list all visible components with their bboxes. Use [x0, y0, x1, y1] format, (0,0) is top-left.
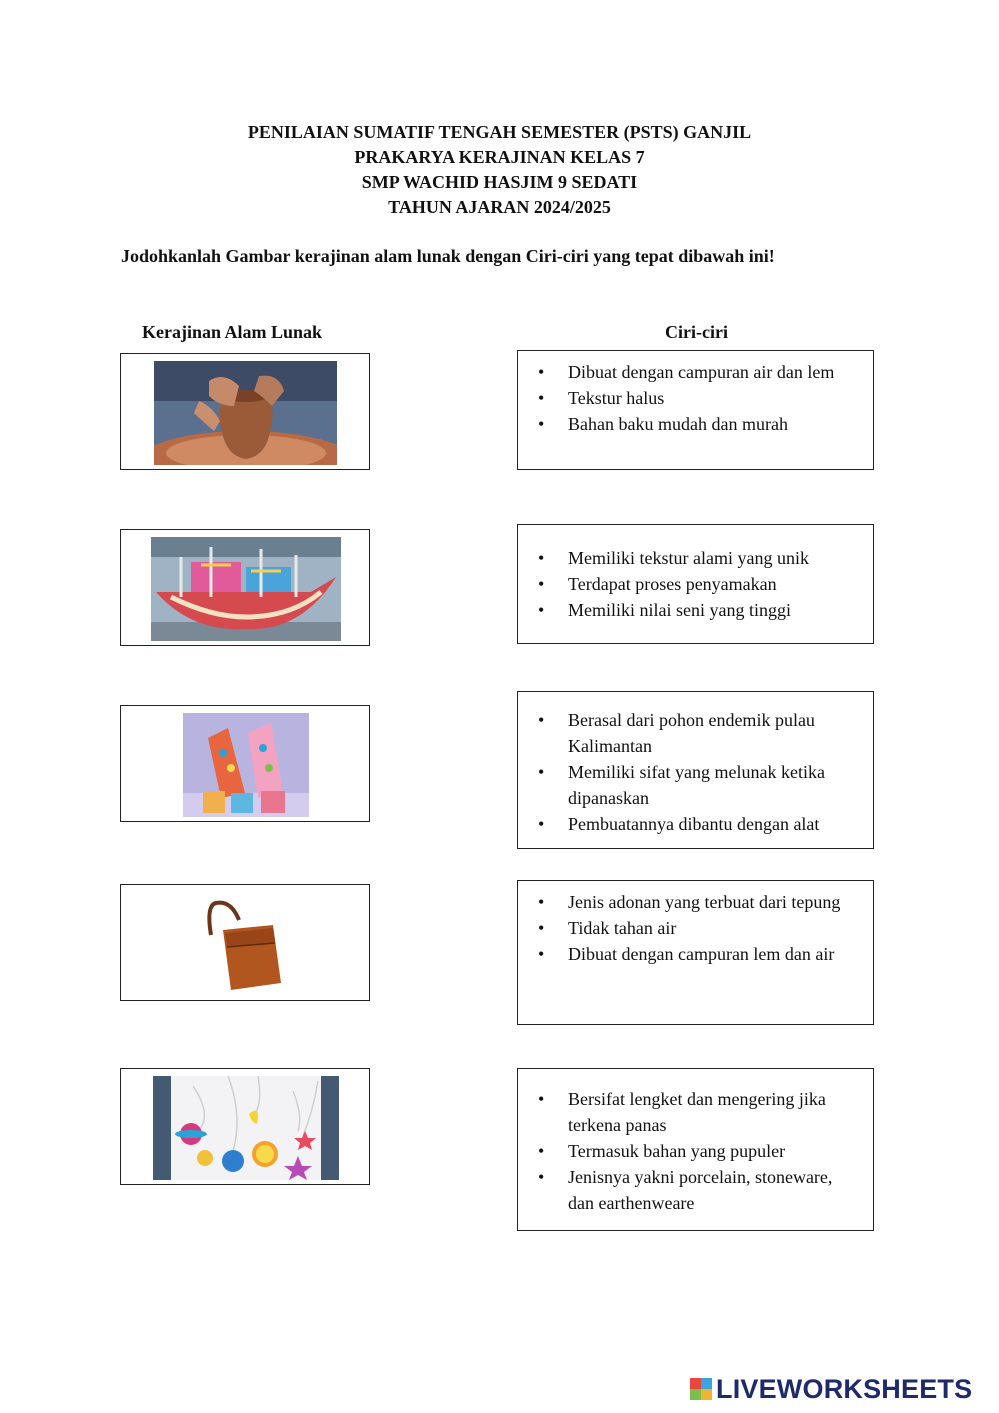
ciri-box-1[interactable]: [517, 350, 874, 470]
image-box-3[interactable]: [120, 705, 370, 822]
image-box-5[interactable]: [120, 1068, 370, 1185]
logo-mark-icon: [690, 1378, 712, 1400]
list-item: • Termasuk bahan yang pupuler: [568, 1138, 857, 1164]
ciri-box-5[interactable]: [517, 1068, 874, 1231]
pottery-icon: [154, 361, 337, 465]
list-item: • Berasal dari pohon endemik pulau Kalimantan: [568, 707, 857, 759]
list-item: • Memiliki sifat yang melunak ketika dipanaskan: [568, 759, 857, 811]
list-item: • Dibuat dengan campuran air dan lem: [568, 359, 857, 385]
boat-craft-icon: [151, 537, 341, 641]
list-item: • Memiliki tekstur alami yang unik: [568, 545, 857, 571]
column-title-right: Ciri-ciri: [665, 322, 728, 342]
list-item: • Terdapat proses penyamakan: [568, 571, 857, 597]
header-line-3: SMP WACHID HASJIM 9 SEDATI: [361, 172, 638, 192]
header: [0, 120, 999, 220]
ciri-box-3[interactable]: [517, 691, 874, 849]
header-line-4: TAHUN AJARAN 2024/2025: [388, 197, 611, 217]
ciri-box-2[interactable]: [517, 524, 874, 644]
ciri-list-3: [518, 707, 873, 837]
list-item: • Tekstur halus: [568, 385, 857, 411]
column-title-left: Kerajinan Alam Lunak: [142, 322, 323, 342]
list-item: • Dibuat dengan campuran lem dan air: [568, 941, 857, 967]
leather-bag-icon: [201, 895, 291, 995]
ciri-list-1: [518, 359, 873, 437]
list-item: • Jenis adonan yang terbuat dari tepung: [568, 889, 857, 915]
list-item: • Tidak tahan air: [568, 915, 857, 941]
list-item: • Pembuatannya dibantu dengan alat: [568, 811, 857, 837]
list-item: • Bahan baku mudah dan murah: [568, 411, 857, 437]
liveworksheets-logo[interactable]: [690, 1373, 972, 1405]
header-line-2: PRAKARYA KERAJINAN KELAS 7: [354, 147, 645, 167]
list-item: • Jenisnya yakni porcelain, stoneware, dan earthenweare: [568, 1164, 857, 1216]
image-box-4[interactable]: [120, 884, 370, 1001]
ciri-list-2: [518, 545, 873, 623]
ciri-list-4: [518, 889, 873, 967]
ciri-box-4[interactable]: [517, 880, 874, 1025]
instruction: Jodohkanlah Gambar kerajinan alam lunak dengan Ciri-ciri yang tepat dibawah ini!: [121, 246, 775, 266]
image-box-2[interactable]: [120, 529, 370, 646]
ciri-list-5: [518, 1086, 873, 1216]
list-item: • Memiliki nilai seni yang tinggi: [568, 597, 857, 623]
logo-text: LIVEWORKSHEETS: [716, 1373, 973, 1404]
header-line-1: PENILAIAN SUMATIF TENGAH SEMESTER (PSTS) GANJIL: [247, 122, 752, 142]
image-box-1[interactable]: [120, 353, 370, 470]
list-item: • Bersifat lengket dan mengering jika terkena panas: [568, 1086, 857, 1138]
pencil-holder-icon: [183, 713, 309, 817]
clay-necklace-icon: [153, 1076, 339, 1180]
